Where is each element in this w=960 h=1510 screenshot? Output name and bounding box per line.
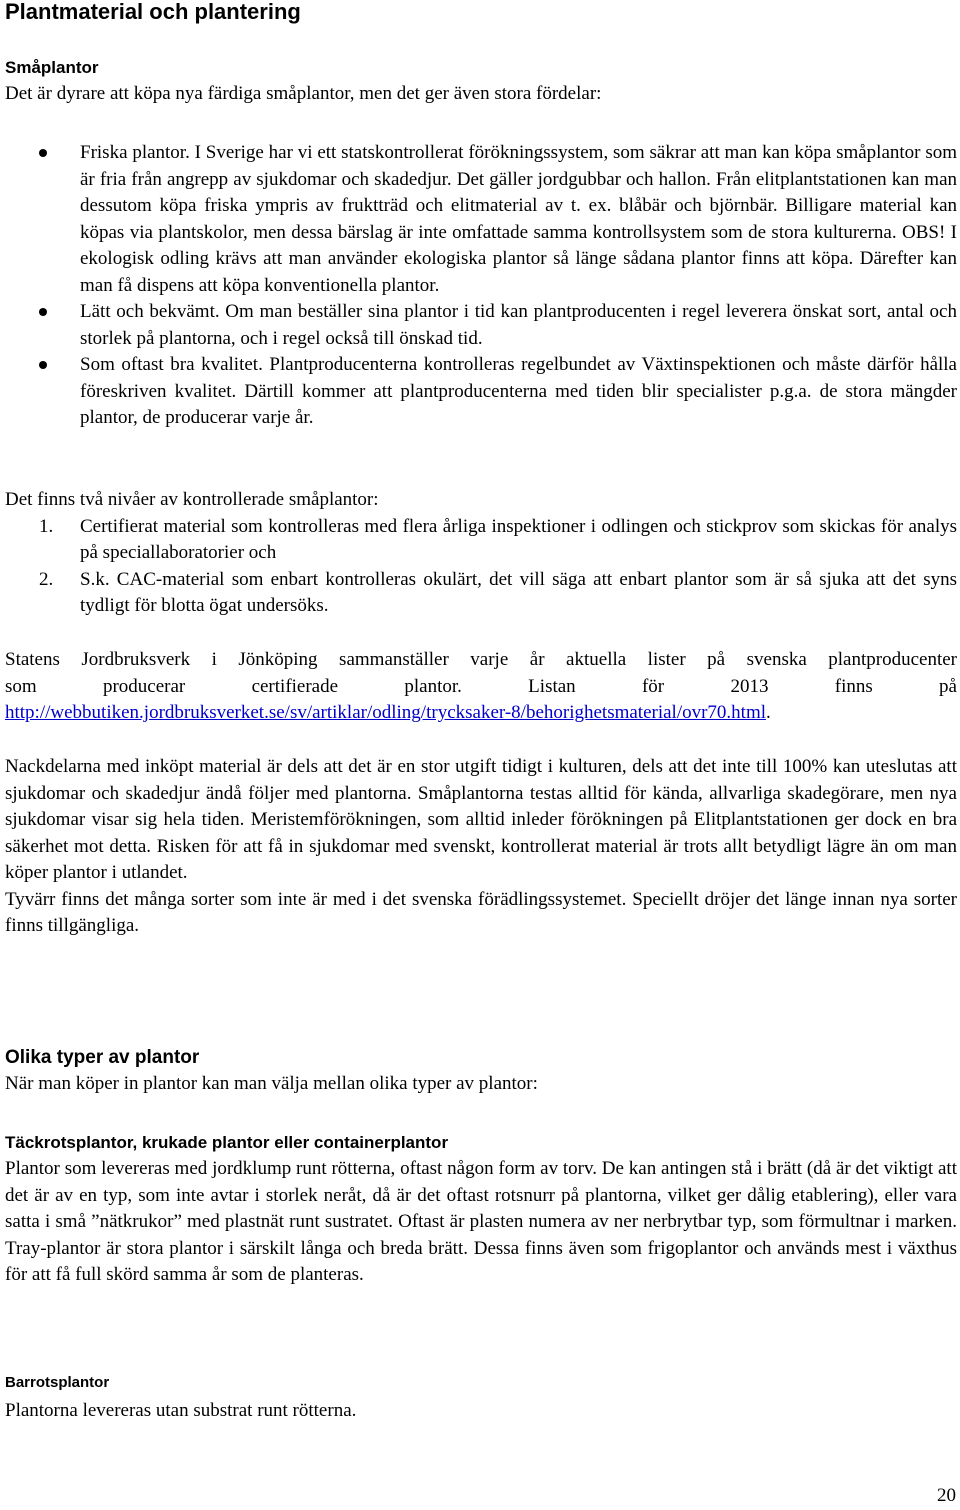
list-item-text: S.k. CAC-material som enbart kontrolleras okulärt, det vill säga att enbart plantor som är så sjuka att det syns tydligt för blotta ögat undersöks.	[80, 568, 957, 616]
tyvarr-paragraph: Tyvärr finns det många sorter som inte är med i det svenska förädlingssystemet. Speciellt dröjer det länge innan nya sorter finns tillgängliga.	[5, 888, 957, 936]
olika-heading: Olika typer av plantor	[5, 1047, 200, 1068]
list-item	[5, 140, 957, 299]
list-item-text: Som oftast bra kvalitet. Plantproducenterna kontrolleras regelbundet av Växtinspektionen och måste därför hålla föreskriven kvalitet. Därtill kommer att plantproducenterna med tiden blir specialister p.g.a. de stora mängder plantor, de producerar varje år.	[80, 354, 957, 428]
smaplantor-section	[5, 55, 957, 108]
link-suffix: .	[766, 702, 771, 723]
levels-block	[5, 487, 957, 620]
page-number: 20	[937, 1485, 956, 1506]
barrot-heading: Barrotsplantor	[5, 1374, 110, 1391]
olika-section	[5, 1045, 957, 1098]
bullet-icon	[39, 149, 47, 157]
barrot-paragraph: Plantorna levereras utan substrat runt rötterna.	[5, 1400, 357, 1421]
list-number: 2.	[39, 568, 54, 590]
list-item	[5, 514, 957, 567]
statens-paragraph	[5, 647, 957, 727]
list-item-text: Lätt och bekvämt. Om man beställer sina plantor i tid kan plantproducenten i regel leverera önskat sort, antal och storlek på plantorna, och i regel också till önskad tid.	[80, 301, 957, 349]
ovr70-link[interactable]: http://webbutiken.jordbruksverket.se/sv/artiklar/odling/trycksaker-8/behorighetsmaterial/ovr70.html	[5, 702, 767, 723]
smaplantor-heading: Småplantor	[5, 58, 99, 77]
levels-intro: Det finns två nivåer av kontrollerade småplantor:	[5, 489, 379, 510]
tackrot-section	[5, 1130, 957, 1289]
list-item-text: Friska plantor. I Sverige har vi ett statskontrollerat förökningssystem, som säkrar att man kan köpa småplantor som är fria från angrepp av sjukdomar och skadedjur. Det gäller jordgubbar och hallon. Från elitplantstationen kan man dessutom köpa friska ympris av fruktträd och elitmaterial av t. ex. blåbär och björnbär. Billigare material kan köpas via plantskolor, men dessa bärslag är inte omfattade samma kontrollsystem som de stora kulturerna. OBS! I ekologisk odling krävs att man använder ekologiska plantor så länge sådana plantor finns att köpa. Därefter kan man få dispens att köpa konventionella plantor.	[80, 142, 957, 296]
smaplantor-intro: Det är dyrare att köpa nya färdiga småplantor, men det ger även stora fördelar:	[5, 83, 602, 104]
advantages-list-block	[5, 140, 957, 432]
list-item	[5, 352, 957, 432]
link-line	[5, 700, 957, 727]
statens-line-1: Statens Jordbruksverk i Jönköping sammanställer varje år aktuella lister på svenska plantproducenter	[5, 649, 957, 670]
nackdelar-block	[5, 754, 957, 940]
list-item-text: Certifierat material som kontrolleras med flera årliga inspektioner i odlingen och stickprov som skickas för analys på speciallaboratorier och	[80, 515, 957, 563]
advantages-list	[5, 140, 957, 432]
page-title: Plantmaterial och plantering	[5, 0, 301, 24]
bullet-icon	[39, 308, 47, 316]
olika-intro: När man köper in plantor kan man välja mellan olika typer av plantor:	[5, 1073, 538, 1094]
list-item	[5, 567, 957, 620]
nackdelar-paragraph: Nackdelarna med inköpt material är dels att det är en stor utgift tidigt i kulturen, dels att det inte till 100% kan uteslutas att sjukdomar och skadedjur ändå följer med plantorna. Småplantorna testas alltid för kända, allvarliga skadegörare, men nya sjukdomar visar sig hela tiden. Meristemförökningen, som alltid inleder förökningen på Elitplantstationen ger dock en bra säkerhet mot detta. Risken för att få in sjukdomar med svenskt, kontrollerat material är trots allt betydligt lägre än om man köper plantor i utlandet.	[5, 756, 957, 883]
statens-line-2: som producerar certifierade plantor. Listan för 2013 finns på	[5, 675, 957, 697]
list-number: 1.	[39, 515, 54, 537]
levels-list	[5, 514, 957, 620]
list-item	[5, 299, 957, 352]
bullet-icon	[39, 361, 47, 369]
tackrot-heading: Täckrotsplantor, krukade plantor eller containerplantor	[5, 1133, 449, 1152]
tackrot-paragraph: Plantor som levereras med jordklump runt rötterna, oftast någon form av torv. De kan antingen stå i brätt (då är det viktigt att det är av en typ, som inte avtar i storlek neråt, då är det oftast rotsnurr på plantorna, vilket ger dålig etablering), eller vara satta i små ”nätkrukor” med plastnät runt sustratet. Oftast är plasten numera av ner nerbrytbar typ, som förmultnar i marken. Tray-plantor är stora plantor i särskilt långa och breda brätt. Dessa finns även som frigoplantor och används mest i växthus för att få full skörd samma år som de planteras.	[5, 1158, 957, 1285]
barrot-section	[5, 1372, 957, 1425]
